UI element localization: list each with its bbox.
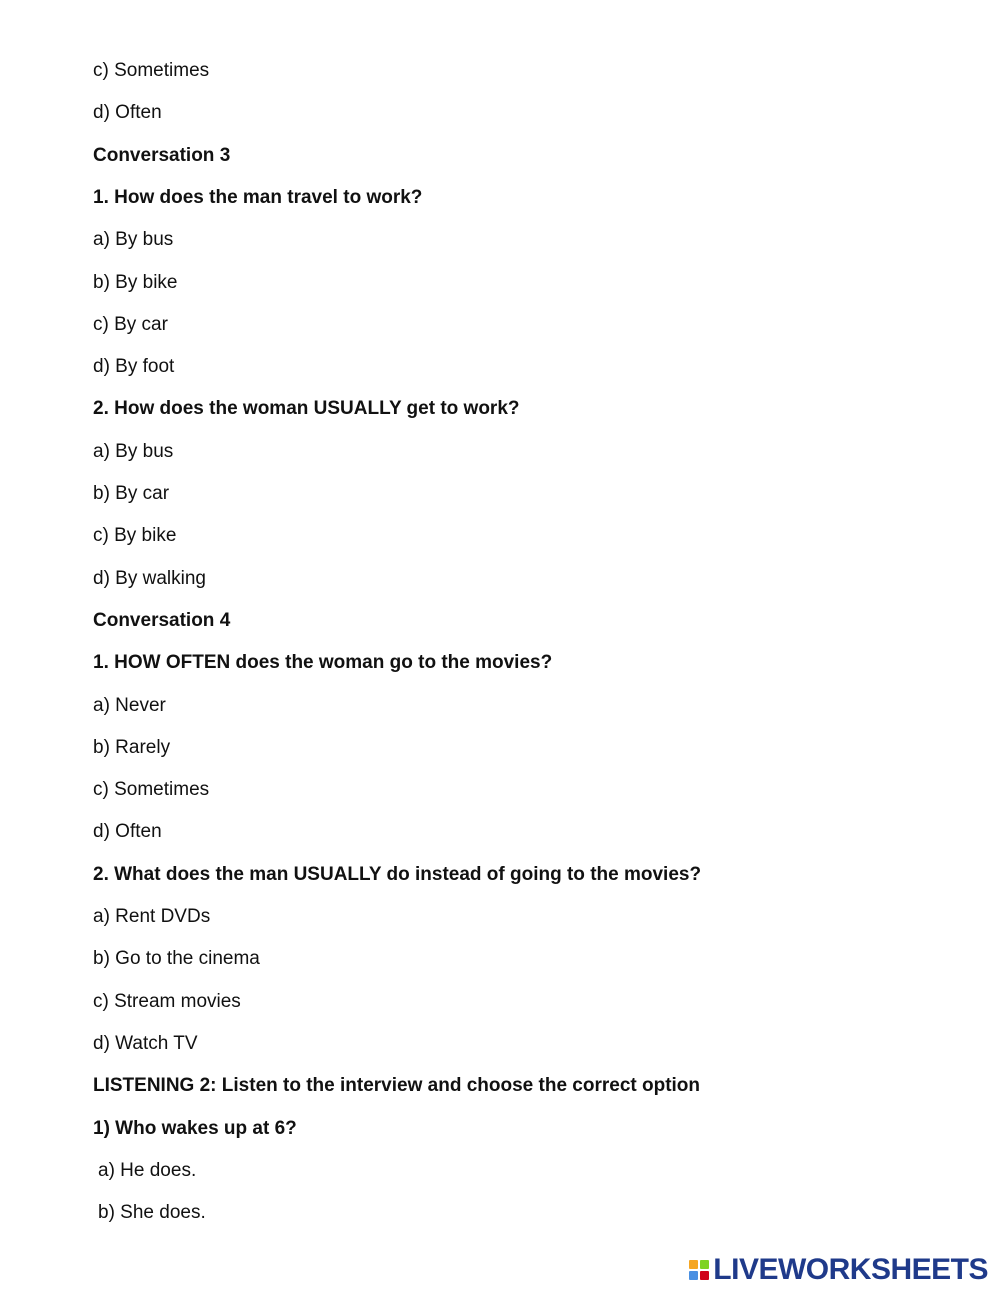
option-line: b) By car <box>93 483 170 504</box>
logo-square-3 <box>689 1271 698 1280</box>
logo-square-4 <box>700 1271 709 1280</box>
option-line: a) By bus <box>93 441 174 462</box>
liveworksheets-logo-icon <box>689 1260 709 1280</box>
option-line: c) Sometimes <box>93 60 210 81</box>
option-line: d) By foot <box>93 356 175 377</box>
option-line: b) Rarely <box>93 737 171 758</box>
option-line: c) Stream movies <box>93 991 241 1012</box>
option-line: d) By walking <box>93 568 206 589</box>
heading-line: Conversation 4 <box>93 610 231 631</box>
option-line: a) He does. <box>98 1160 197 1181</box>
option-line: a) By bus <box>93 229 174 250</box>
option-line: d) Often <box>93 821 162 842</box>
brand-wordmark: LIVEWORKSHEETS <box>713 1253 988 1286</box>
logo-square-1 <box>689 1260 698 1269</box>
logo-square-2 <box>700 1260 709 1269</box>
heading-line: 1. HOW OFTEN does the woman go to the movies? <box>93 652 553 673</box>
option-line: d) Watch TV <box>93 1033 198 1054</box>
option-line: c) By car <box>93 314 168 335</box>
heading-line: 1) Who wakes up at 6? <box>93 1118 297 1139</box>
option-line: a) Never <box>93 695 166 716</box>
heading-line: 2. How does the woman USUALLY get to work? <box>93 398 520 419</box>
option-line: b) By bike <box>93 272 178 293</box>
liveworksheets-brand <box>689 1254 988 1286</box>
option-line: c) By bike <box>93 525 177 546</box>
option-line: b) She does. <box>98 1202 206 1223</box>
heading-line: 2. What does the man USUALLY do instead of going to the movies? <box>93 864 702 885</box>
option-line: a) Rent DVDs <box>93 906 211 927</box>
heading-line: LISTENING 2: Listen to the interview and choose the correct option <box>93 1075 701 1096</box>
heading-line: Conversation 3 <box>93 145 231 166</box>
option-line: c) Sometimes <box>93 779 210 800</box>
option-line: d) Often <box>93 102 162 123</box>
option-line: b) Go to the cinema <box>93 948 260 969</box>
heading-line: 1. How does the man travel to work? <box>93 187 423 208</box>
